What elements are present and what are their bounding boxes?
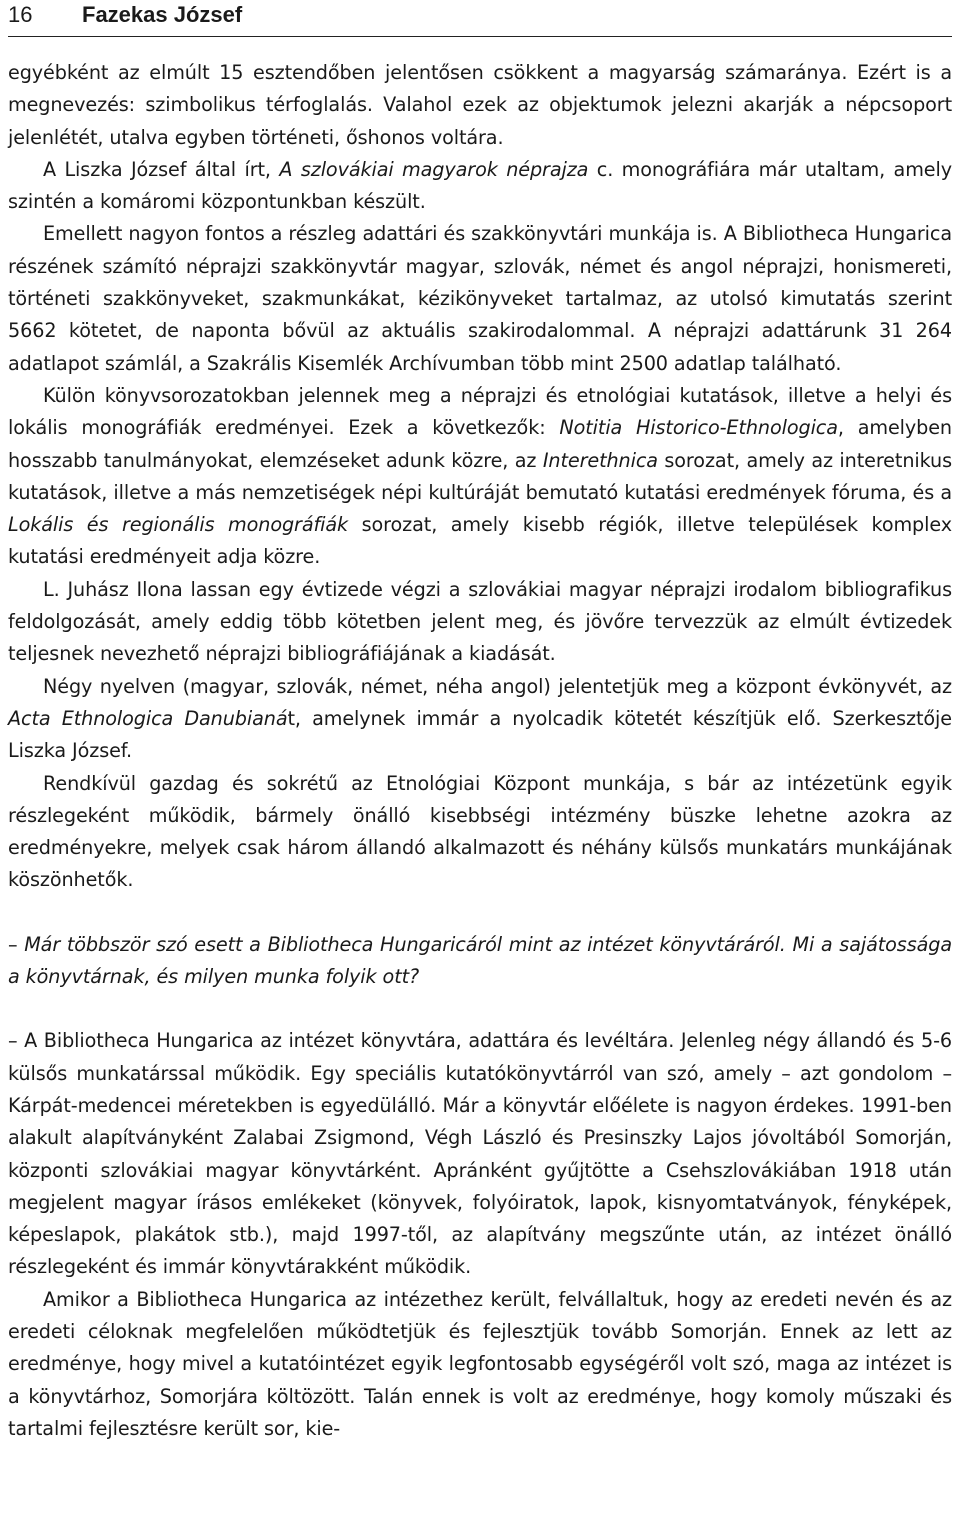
paragraph: Rendkívül gazdag és sokrétű az Etnológiai Központ munkája, s bár az intézetünk egyik részlegeként működik, bármely önálló kisebbségi intézmény büszke lehetne azokra az eredményekre, melyek csak három állandó alkalmazott és néhány külsős munkatárs munkájának köszönhetők. <box>8 771 952 892</box>
yearbook-title: Acta Ethnologica Danubianá <box>8 706 288 730</box>
series-title: Notitia Historico-Ethnologica <box>559 416 838 440</box>
running-title: Fazekas József <box>82 2 243 27</box>
paragraph: Négy nyelven (magyar, szlovák, német, néha angol) jelentetjük meg a központ évkönyvét, az Acta Ethnologica Danubianát, amelynek immár a nyolcadik kötetét készítjük elő. Szerkesztője Liszka József. <box>8 674 952 763</box>
paragraph: Emellett nagyon fontos a részleg adattári és szakkönyvtári munkája is. A Bibliotheca Hungarica részének számító néprajzi szakkönyvtár magyar, szlovák, német és angol néprajzi, honismereti, történeti szakkönyveket, szakmunkákat, kézikönyveket tartalmaz, az utolsó kimutatás szerint 5662 kötetet, de naponta bővül az aktuális szakirodalommal. A néprajzi adattárunk 31 264 adatlapot számlál, a Szakrális Kisemlék Archívumban több mint 2500 adatlap található. <box>8 222 952 375</box>
paragraph: A Liszka József által írt, A szlovákiai magyarok néprajza c. monográfiára már utaltam, amely szintén a komáromi központunkban készült. <box>8 157 952 214</box>
interview-answer: – A Bibliotheca Hungarica az intézet könyvtára, adattára és levéltára. Jelenleg négy állandó és 5-6 külsős munkatárssal működik. Egy speciális kutatókönyvtárról van szó, amely – azt gondolom – Kárpát-medencei méretekben is egyedülálló. Már a könyvtár előélete is nagyon érdekes. 1991-ben alakult alapítványként Zalabai Zsigmond, Végh László és Presinszky Lajos jóvoltából Somorján, központi szlovákiai magyar könyvtárként. Apránként gyűjtötte a Csehszlovákiában 1918 után megjelent magyar írásos emlékeket (könyvek, folyóiratok, lapok, kisnyomtatványok, fényképek, képeslapok, plakátok stb.), majd 1997-től, az alapítvány megszűnte után, az intézet önálló részlegeként és immár könyvtárakként működik. <box>8 1029 952 1279</box>
page-number: 16 <box>8 2 33 27</box>
paragraph: Amikor a Bibliotheca Hungarica az intézethez került, felvállaltuk, hogy az eredeti nevén és az eredeti céloknak megfelelően működtetjük és fejlesztjük tovább Somorján. Ennek az lett az eredménye, hogy mivel a kutatóintézet egyik legfontosabb egységéről volt szó, maga az intézet is a könyvtárhoz, Somorjára költözött. Talán ennek is volt az eredménye, hogy komoly műszaki és tartalmi fejlesztésre került sor, kie- <box>8 1287 952 1440</box>
series-title: Interethnica <box>542 448 658 472</box>
running-header <box>8 0 952 37</box>
paragraph: L. Juhász Ilona lassan egy évtizede végzi a szlovákiai magyar néprajzi irodalom bibliografikus feldolgozását, amely eddig több kötetben jelent meg, és jövőre tervezzük az elmúlt évtizedek teljesnek nevezhető néprajzi bibliográfiájának a kiadását. <box>8 577 952 666</box>
spacer <box>8 897 952 929</box>
series-title: Lokális és regionális monográfiák <box>8 513 349 537</box>
book-title: A szlovákiai magyarok néprajza <box>279 157 589 181</box>
paragraph: Külön könyvsorozatokban jelennek meg a néprajzi és etnológiai kutatások, illetve a helyi és lokális monográfiák eredményei. Ezek a következők: Notitia Historico-Ethnologica, amelyben hosszabb tanulmányokat, elemzéseket adunk közre, az Interethnica sorozat, amely az interetnikus kutatások, illetve a más nemzetiségek népi kultúráját bemutató kutatási eredmények fóruma, és a Lokális és regionális monográfiák sorozat, amely kisebb régiók, illetve települések komplex kutatási eredményeit adja közre. <box>8 383 952 569</box>
document-page <box>8 0 952 1445</box>
paragraph: egyébként az elmúlt 15 esztendőben jelentősen csökkent a magyarság számaránya. Ezért is a megnevezés: szimbolikus térfoglalás. Valahol ezek az objektumok jelezni akarják a népcsoport jelenlétét, utalva egyben történeti, őshonos voltára. <box>8 61 952 149</box>
interview-question: – Már többször szó esett a Bibliotheca Hungaricáról mint az intézet könyvtáráról. Mi a sajátossága a könyvtárnak, és milyen munka folyik ott? <box>8 932 952 989</box>
spacer <box>8 993 952 1025</box>
body-text <box>8 57 952 1445</box>
